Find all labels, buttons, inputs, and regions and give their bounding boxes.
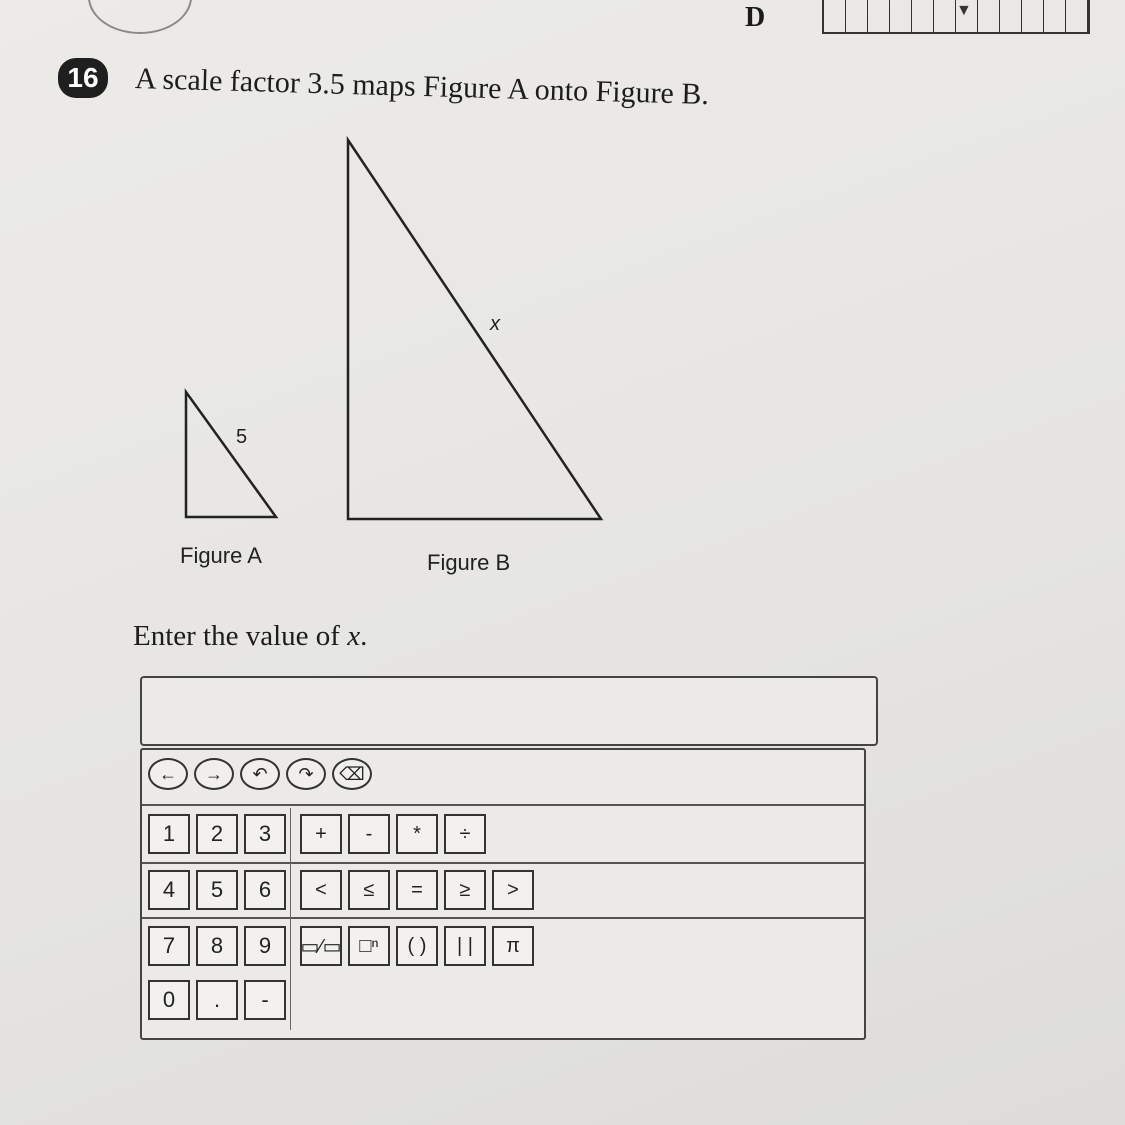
key-5[interactable]: 5 bbox=[196, 870, 238, 910]
key-7[interactable]: 7 bbox=[148, 926, 190, 966]
redo-icon: ↷ bbox=[298, 763, 314, 784]
key-fraction[interactable]: ▭⁄▭ bbox=[300, 926, 342, 966]
undo-icon: ↶ bbox=[252, 763, 268, 784]
key-divide[interactable]: ÷ bbox=[444, 814, 486, 854]
key-exponent[interactable]: □ⁿ bbox=[348, 926, 390, 966]
key-greater-equal[interactable]: ≥ bbox=[444, 870, 486, 910]
keypad-divider bbox=[142, 862, 864, 864]
key-pi[interactable]: π bbox=[492, 926, 534, 966]
figure-b-triangle bbox=[348, 140, 601, 519]
key-parentheses[interactable]: ( ) bbox=[396, 926, 438, 966]
undo-button[interactable] bbox=[240, 758, 280, 790]
key-minus[interactable]: - bbox=[348, 814, 390, 854]
key-absolute-value[interactable]: | | bbox=[444, 926, 486, 966]
cursor-right-button[interactable] bbox=[194, 758, 234, 790]
key-decimal[interactable]: . bbox=[196, 980, 238, 1020]
key-4[interactable]: 4 bbox=[148, 870, 190, 910]
key-equals[interactable]: = bbox=[396, 870, 438, 910]
figure-a-side-label: 5 bbox=[236, 426, 248, 448]
arrow-left-icon: ← bbox=[159, 763, 177, 784]
prompt-variable: x bbox=[347, 620, 361, 652]
key-9[interactable]: 9 bbox=[244, 926, 286, 966]
key-less-equal[interactable]: ≤ bbox=[348, 870, 390, 910]
key-1[interactable]: 1 bbox=[148, 814, 190, 854]
redo-button[interactable] bbox=[286, 758, 326, 790]
keypad-row-4 bbox=[148, 980, 292, 1020]
keypad-row-2 bbox=[148, 870, 540, 910]
keypad-divider bbox=[142, 804, 864, 806]
figure-b-label: Figure B bbox=[427, 550, 511, 575]
key-multiply[interactable]: * bbox=[396, 814, 438, 854]
question-text: A scale factor 3.5 maps Figure A onto Figure B. bbox=[134, 62, 710, 112]
down-arrow-icon: ▼ bbox=[956, 2, 972, 19]
keypad-row-3 bbox=[148, 926, 540, 966]
delete-button[interactable] bbox=[332, 758, 372, 790]
prompt bbox=[133, 620, 367, 653]
key-less-than[interactable]: < bbox=[300, 870, 342, 910]
key-plus[interactable]: + bbox=[300, 814, 342, 854]
key-0[interactable]: 0 bbox=[148, 980, 190, 1020]
backspace-icon: ⌫ bbox=[339, 763, 365, 784]
question-number: 16 bbox=[58, 58, 108, 98]
keypad-nav-row bbox=[148, 758, 372, 790]
key-2[interactable]: 2 bbox=[196, 814, 238, 854]
keypad-divider bbox=[142, 917, 864, 919]
figure-a-label: Figure A bbox=[180, 543, 262, 568]
figure-b-side-label: x bbox=[490, 313, 500, 335]
key-greater-than[interactable]: > bbox=[492, 870, 534, 910]
answer-input[interactable] bbox=[140, 676, 878, 746]
cursor-left-button[interactable] bbox=[148, 758, 188, 790]
keypad-row-1 bbox=[148, 814, 492, 854]
arrow-right-icon: → bbox=[205, 763, 223, 784]
key-6[interactable]: 6 bbox=[244, 870, 286, 910]
prompt-text: Enter the value of bbox=[133, 620, 348, 652]
answer-choice-letter: D bbox=[745, 2, 766, 33]
key-8[interactable]: 8 bbox=[196, 926, 238, 966]
key-negative[interactable]: - bbox=[244, 980, 286, 1020]
key-3[interactable]: 3 bbox=[244, 814, 286, 854]
figure-a-triangle bbox=[186, 392, 276, 517]
prompt-end: . bbox=[360, 620, 368, 652]
